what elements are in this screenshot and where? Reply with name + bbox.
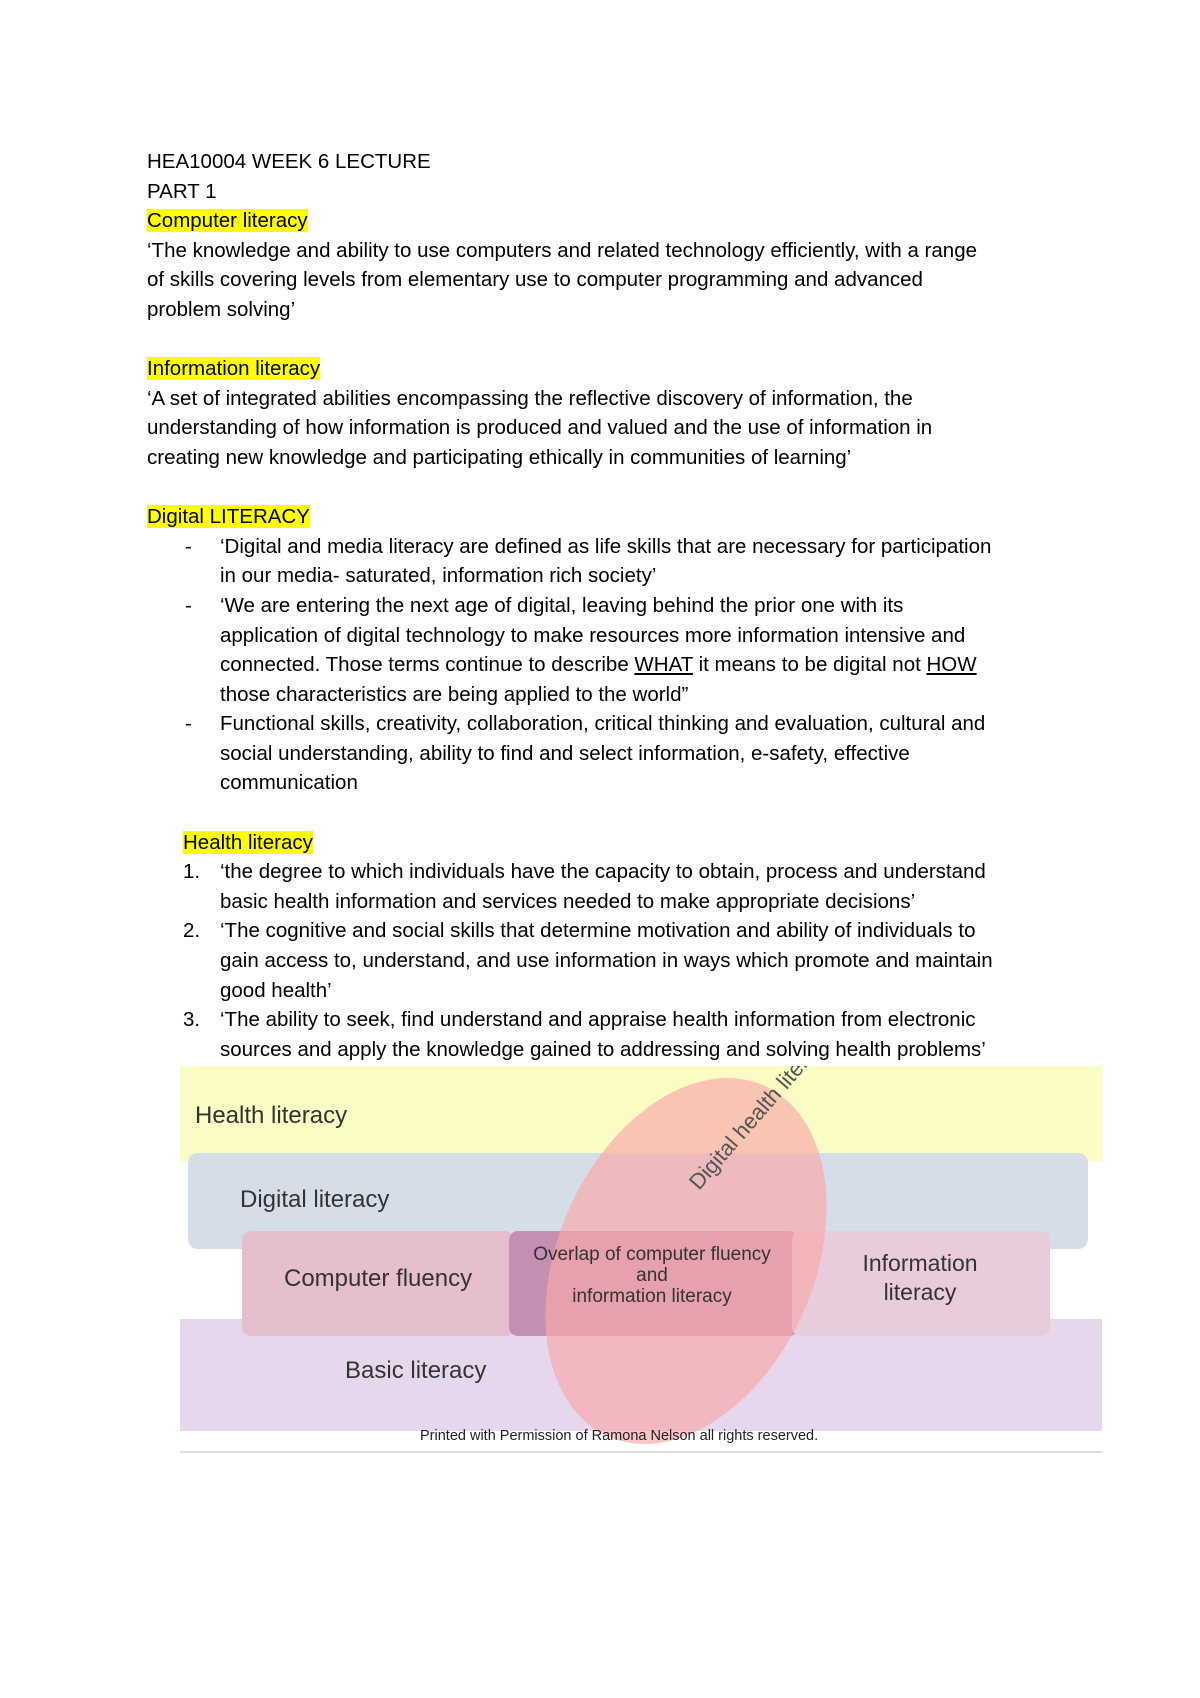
- text-line: Functional skills, creativity, collaboration, critical thinking and evaluation, cultural and: [220, 712, 986, 736]
- literacy-diagram: [180, 1066, 1102, 1456]
- highlight: Computer literacy: [147, 209, 308, 233]
- information-label-line: literacy: [883, 1279, 957, 1305]
- text-line: ‘Digital and media literacy are defined as life skills that are necessary for participation: [220, 534, 992, 558]
- text-line: those characteristics are being applied to the world”: [220, 682, 689, 706]
- digital-literacy-label: Digital literacy: [240, 1186, 390, 1213]
- paragraph-gap: [147, 798, 1077, 828]
- highlight: Digital LITERACY: [147, 505, 310, 529]
- list-item: [147, 709, 1077, 798]
- health-literacy-heading: [147, 828, 1077, 858]
- highlight: Health literacy: [183, 830, 313, 854]
- list-number: 1.: [183, 860, 201, 884]
- basic-literacy-label: Basic literacy: [345, 1357, 487, 1384]
- text-line: ‘The ability to seek, find understand and appraise health information from electronic: [220, 1008, 976, 1032]
- text-line: ‘We are entering the next age of digital, leaving behind the prior one with its: [220, 593, 904, 617]
- underlined-word: WHAT: [634, 653, 693, 677]
- text-line: sources and apply the knowledge gained to addressing and solving health problems’: [220, 1037, 986, 1061]
- text-line: ‘the degree to which individuals have the capacity to obtain, process and understand: [220, 860, 986, 884]
- dash-bullet: -: [185, 712, 192, 736]
- text-line: ‘The cognitive and social skills that determine motivation and ability of individuals to: [220, 919, 976, 943]
- overlap-label-line: Overlap of computer fluency: [533, 1244, 771, 1265]
- text-line: communication: [220, 771, 358, 795]
- paragraph-gap: [147, 325, 1077, 355]
- list-number: 3.: [183, 1008, 201, 1032]
- health-literacy-label: Health literacy: [195, 1102, 348, 1129]
- digital-literacy-list: [147, 532, 1077, 798]
- text-line: social understanding, ability to find and select information, e-safety, effective: [220, 741, 910, 765]
- underlined-word: HOW: [926, 653, 977, 677]
- text-line: ‘A set of integrated abilities encompassing the reflective discovery of information, the: [147, 386, 913, 410]
- information-literacy-label: [805, 1249, 1035, 1307]
- computer-literacy-heading: [147, 206, 1077, 236]
- text-segment: it means to be digital not: [692, 653, 927, 677]
- digital-literacy-heading: [147, 502, 1077, 532]
- computer-literacy-definition: [147, 236, 1077, 325]
- list-item: [147, 1005, 1077, 1064]
- text-line: gain access to, understand, and use information in ways which promote and maintain: [220, 949, 993, 973]
- text-line: understanding of how information is produced and valued and the use of information in: [147, 416, 933, 440]
- list-number: 2.: [183, 919, 201, 943]
- diagram-caption: Printed with Permission of Ramona Nelson all rights reserved.: [420, 1428, 819, 1444]
- text-line: problem solving’: [147, 297, 296, 321]
- list-item: [147, 591, 1077, 709]
- list-item: [147, 916, 1077, 1005]
- text-line: creating new knowledge and participating ethically in communities of learning’: [147, 445, 852, 469]
- text-line: of skills covering levels from elementary use to computer programming and advanced: [147, 268, 923, 292]
- highlight: Information literacy: [147, 357, 321, 381]
- document-text: [147, 147, 1077, 1064]
- text-line: [220, 650, 1077, 680]
- paragraph-gap: [147, 473, 1077, 503]
- overlap-label-line: and: [636, 1265, 668, 1286]
- text-line: basic health information and services needed to make appropriate decisions’: [220, 889, 916, 913]
- text-line: in our media- saturated, information rich society’: [220, 564, 657, 588]
- text-line: ‘The knowledge and ability to use computers and related technology efficiently, with a range: [147, 238, 977, 262]
- dash-bullet: -: [185, 534, 192, 558]
- dash-bullet: -: [185, 593, 192, 617]
- text-line: good health’: [220, 978, 332, 1002]
- overlap-label: [528, 1244, 776, 1307]
- information-literacy-definition: [147, 384, 1077, 473]
- list-item: [147, 532, 1077, 591]
- information-literacy-heading: [147, 354, 1077, 384]
- information-label-line: Information: [862, 1250, 978, 1276]
- health-literacy-list: [147, 857, 1077, 1064]
- computer-fluency-label: Computer fluency: [284, 1265, 473, 1292]
- text-segment: connected. Those terms continue to describe: [220, 653, 635, 677]
- part-label: PART 1: [147, 179, 217, 203]
- document-title: HEA10004 WEEK 6 LECTURE: [147, 150, 431, 173]
- text-line: application of digital technology to make resources more information intensive and: [220, 623, 966, 647]
- list-item: [147, 857, 1077, 916]
- overlap-label-line: information literacy: [572, 1286, 732, 1307]
